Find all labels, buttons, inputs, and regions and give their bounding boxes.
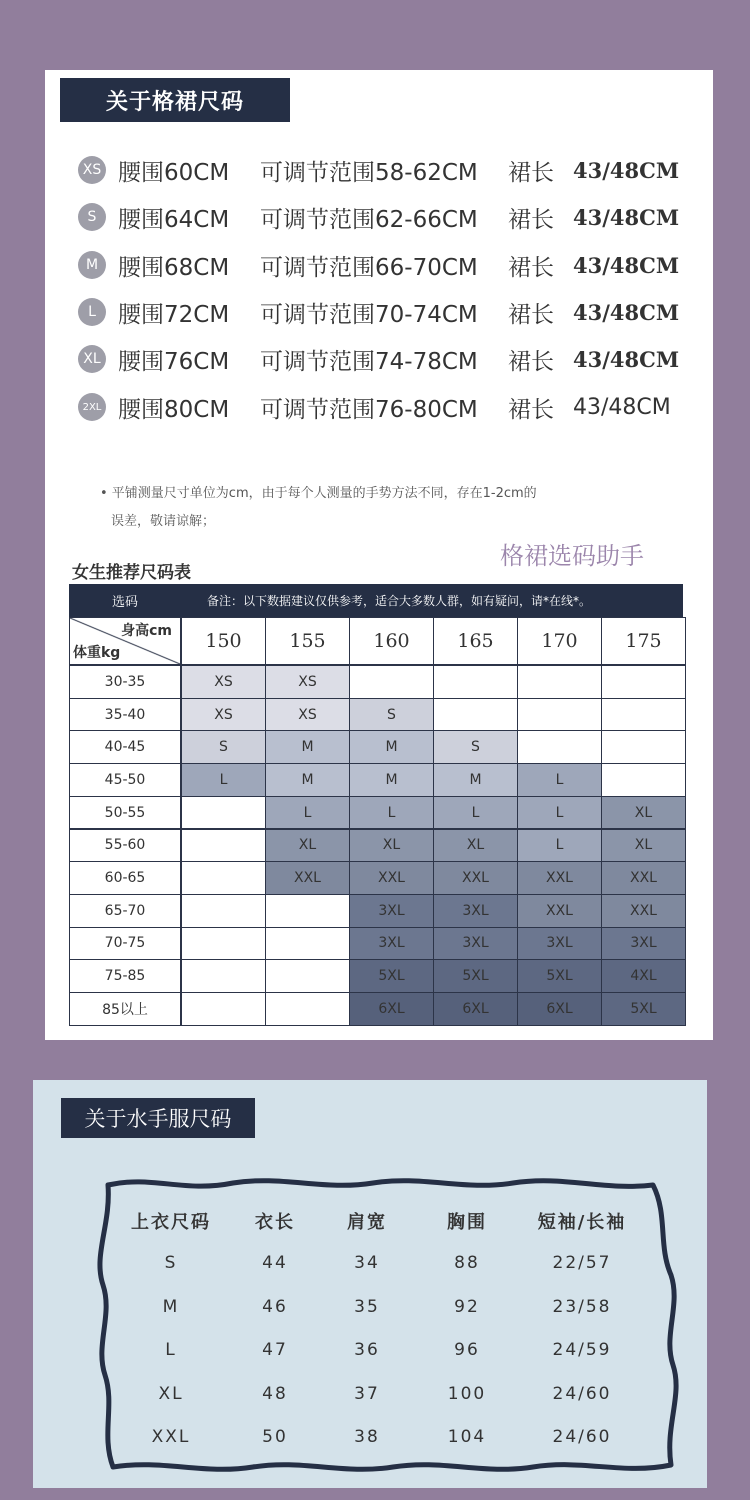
recommended-size-cell: XL	[265, 829, 350, 863]
skirt-length-label: 裙长	[508, 396, 554, 423]
sailor-table-header: 胸围	[447, 1212, 487, 1233]
sailor-table-cell: 48	[262, 1383, 288, 1404]
sailor-size-card	[33, 1080, 707, 1488]
recommended-size-cell: 5XL	[433, 959, 518, 993]
skirt-length-value: 43/48CM	[573, 252, 680, 278]
sailor-table-cell: XL	[158, 1383, 184, 1404]
sailor-table-header: 短袖/长袖	[537, 1212, 627, 1233]
skirt-length-value: 43/48CM	[573, 394, 671, 420]
sailor-table-cell: 24/60	[552, 1383, 612, 1404]
sailor-table-cell: 34	[354, 1253, 380, 1273]
recommended-size-cell	[181, 992, 266, 1026]
recommended-size-cell: L	[265, 796, 350, 830]
recommended-size-cell	[433, 698, 518, 732]
recommended-size-cell: M	[349, 763, 434, 797]
recommended-size-cell: XL	[601, 796, 686, 830]
recommended-size-cell: 3XL	[349, 894, 434, 928]
waist-measure: 腰围64CM	[118, 206, 230, 233]
recommended-size-cell: XS	[265, 698, 350, 732]
weight-row-header: 45-50	[69, 763, 181, 797]
height-column-header: 170	[517, 617, 602, 665]
recommended-size-cell: 3XL	[349, 927, 434, 961]
skirt-size-card	[45, 70, 713, 1040]
recommended-size-cell: 6XL	[433, 992, 518, 1026]
skirt-length-value: 43/48CM	[573, 204, 680, 230]
recommended-size-cell: XS	[181, 665, 266, 699]
recommended-size-cell: 4XL	[601, 959, 686, 993]
height-weight-corner-cell	[69, 617, 181, 665]
measurement-note-line1: • 平铺测量尺寸单位为cm，由于每个人测量的手势方法不同，存在1-2cm的	[100, 486, 537, 501]
table-header-bar	[69, 584, 683, 617]
recommended-size-cell	[601, 763, 686, 797]
recommended-size-cell: L	[349, 796, 434, 830]
recommended-size-cell	[517, 698, 602, 732]
waist-measure: 腰围76CM	[118, 348, 230, 375]
recommended-size-cell: M	[265, 730, 350, 764]
size-badge: 2XL	[78, 393, 106, 421]
sailor-table-header: 肩宽	[347, 1212, 387, 1233]
skirt-length-value: 43/48CM	[573, 157, 680, 183]
sailor-table-cell: 46	[262, 1296, 288, 1317]
recommended-size-cell: L	[517, 829, 602, 863]
recommended-size-cell: M	[265, 763, 350, 797]
recommended-size-cell: 5XL	[349, 959, 434, 993]
skirt-length-label: 裙长	[508, 348, 554, 375]
weight-row-header: 55-60	[69, 829, 181, 863]
skirt-size-row	[78, 339, 679, 379]
recommended-size-cell	[181, 927, 266, 961]
adjustable-range: 可调节范围74-78CM	[260, 348, 478, 375]
waist-measure: 腰围72CM	[118, 301, 230, 328]
skirt-size-row	[78, 197, 679, 237]
recommended-size-cell: XXL	[601, 861, 686, 895]
weight-row-header: 40-45	[69, 730, 181, 764]
sailor-table-cell: 35	[354, 1296, 380, 1317]
recommended-size-cell: L	[181, 763, 266, 797]
recommended-size-cell: XXL	[517, 894, 602, 928]
skirt-section-title: 关于格裙尺码	[60, 78, 290, 122]
sailor-table-cell: 36	[354, 1340, 380, 1360]
recommend-size-table	[69, 584, 683, 1024]
recommended-size-cell: 3XL	[517, 927, 602, 961]
recommended-size-cell: 3XL	[601, 927, 686, 961]
sailor-table-cell: 44	[262, 1253, 288, 1273]
sailor-table-cell: M	[162, 1296, 180, 1317]
sailor-table-cell: 88	[454, 1253, 480, 1273]
recommended-size-cell: M	[433, 763, 518, 797]
waist-measure: 腰围68CM	[118, 254, 230, 281]
sailor-table-cell: 37	[354, 1383, 380, 1404]
size-badge: XS	[78, 156, 106, 184]
recommended-size-cell	[265, 992, 350, 1026]
recommended-size-cell: XXL	[433, 861, 518, 895]
sailor-table-cell: 23/58	[552, 1296, 612, 1317]
sailor-table-cell: 47	[262, 1340, 288, 1360]
sailor-table-cell: 24/60	[552, 1427, 612, 1447]
size-badge: M	[78, 251, 106, 279]
recommended-size-cell	[265, 959, 350, 993]
recommended-size-cell	[181, 959, 266, 993]
skirt-size-row	[78, 245, 679, 285]
height-column-header: 155	[265, 617, 350, 665]
sailor-table-cell: 50	[262, 1427, 288, 1447]
recommended-size-cell: S	[181, 730, 266, 764]
skirt-length-value: 43/48CM	[573, 346, 680, 372]
height-column-header: 165	[433, 617, 518, 665]
adjustable-range: 可调节范围76-80CM	[260, 396, 478, 423]
sailor-table-header: 衣长	[255, 1212, 295, 1233]
sailor-table-cell: L	[165, 1340, 177, 1360]
weight-row-header: 30-35	[69, 665, 181, 699]
recommended-size-cell: 3XL	[433, 894, 518, 928]
waist-measure: 腰围80CM	[118, 396, 230, 423]
skirt-length-value: 43/48CM	[573, 299, 680, 325]
recommended-size-cell	[265, 894, 350, 928]
sailor-table-cell: 92	[454, 1296, 480, 1317]
adjustable-range: 可调节范围58-62CM	[260, 159, 478, 186]
recommended-size-cell	[265, 927, 350, 961]
size-badge: XL	[78, 345, 106, 373]
recommended-size-cell: L	[517, 796, 602, 830]
sailor-table-cell: 100	[447, 1383, 487, 1404]
waist-measure: 腰围60CM	[118, 159, 230, 186]
recommended-size-cell	[517, 730, 602, 764]
weight-axis-label: 体重kg	[73, 645, 121, 661]
recommended-size-cell: XXL	[265, 861, 350, 895]
height-column-header: 160	[349, 617, 434, 665]
table-header-note: 备注：以下数据建议仅供参考，适合大多数人群，如有疑问，请*在线*。	[207, 594, 592, 608]
sailor-table-cell: 24/59	[552, 1340, 612, 1360]
recommended-size-cell: XXL	[601, 894, 686, 928]
recommended-size-cell: XL	[433, 829, 518, 863]
recommended-size-cell	[601, 665, 686, 699]
weight-row-header: 85以上	[69, 992, 181, 1026]
recommended-size-cell: 5XL	[601, 992, 686, 1026]
recommended-size-cell	[181, 796, 266, 830]
recommended-size-cell	[433, 665, 518, 699]
skirt-size-row	[78, 387, 671, 427]
recommended-size-cell	[181, 829, 266, 863]
weight-row-header: 60-65	[69, 861, 181, 895]
recommended-size-cell: M	[349, 730, 434, 764]
skirt-size-row	[78, 150, 679, 190]
adjustable-range: 可调节范围62-66CM	[260, 206, 478, 233]
skirt-length-label: 裙长	[508, 254, 554, 281]
select-size-label: 选码	[111, 595, 138, 610]
measurement-note-line2: 误差，敬请谅解；	[111, 514, 216, 529]
sailor-table-cell: 38	[354, 1427, 380, 1447]
recommended-size-cell: L	[517, 763, 602, 797]
recommended-size-cell: XS	[181, 698, 266, 732]
size-badge: L	[78, 298, 106, 326]
weight-row-header: 65-70	[69, 894, 181, 928]
recommended-size-cell	[181, 861, 266, 895]
sailor-table-cell: 22/57	[552, 1253, 612, 1273]
recommended-size-cell	[181, 894, 266, 928]
size-badge: S	[78, 203, 106, 231]
recommended-size-cell: 6XL	[349, 992, 434, 1026]
recommended-size-cell: XS	[265, 665, 350, 699]
recommended-size-cell: XXL	[517, 861, 602, 895]
skirt-length-label: 裙长	[508, 159, 554, 186]
sailor-table-cell: 104	[447, 1427, 487, 1447]
height-column-header: 150	[181, 617, 266, 665]
recommended-size-cell: XXL	[349, 861, 434, 895]
weight-row-header: 70-75	[69, 927, 181, 961]
recommended-size-cell	[517, 665, 602, 699]
recommended-size-cell: XL	[601, 829, 686, 863]
weight-row-header: 50-55	[69, 796, 181, 830]
recommended-size-cell: L	[433, 796, 518, 830]
recommended-size-cell: 6XL	[517, 992, 602, 1026]
skirt-size-assistant-label: 格裙选码助手	[500, 542, 644, 570]
recommended-size-cell	[601, 698, 686, 732]
recommended-size-cell: S	[433, 730, 518, 764]
recommended-size-cell: S	[349, 698, 434, 732]
recommended-size-cell: 5XL	[517, 959, 602, 993]
sailor-section-title: 关于水手服尺码	[61, 1098, 255, 1138]
height-axis-label: 身高cm	[121, 623, 172, 639]
skirt-size-row	[78, 292, 679, 332]
recommended-size-cell: XL	[349, 829, 434, 863]
height-column-header: 175	[601, 617, 686, 665]
sailor-table-cell: XXL	[151, 1427, 191, 1447]
weight-row-header: 35-40	[69, 698, 181, 732]
sailor-table-cell: 96	[454, 1340, 480, 1360]
recommended-size-cell: 3XL	[433, 927, 518, 961]
adjustable-range: 可调节范围70-74CM	[260, 301, 478, 328]
recommend-table-title: 女生推荐尺码表	[72, 563, 191, 583]
recommended-size-cell	[601, 730, 686, 764]
skirt-length-label: 裙长	[508, 206, 554, 233]
skirt-length-label: 裙长	[508, 301, 554, 328]
adjustable-range: 可调节范围66-70CM	[260, 254, 478, 281]
weight-row-header: 75-85	[69, 959, 181, 993]
sailor-table-cell: S	[164, 1253, 178, 1273]
recommended-size-cell	[349, 665, 434, 699]
sailor-table-header: 上衣尺码	[131, 1212, 211, 1233]
